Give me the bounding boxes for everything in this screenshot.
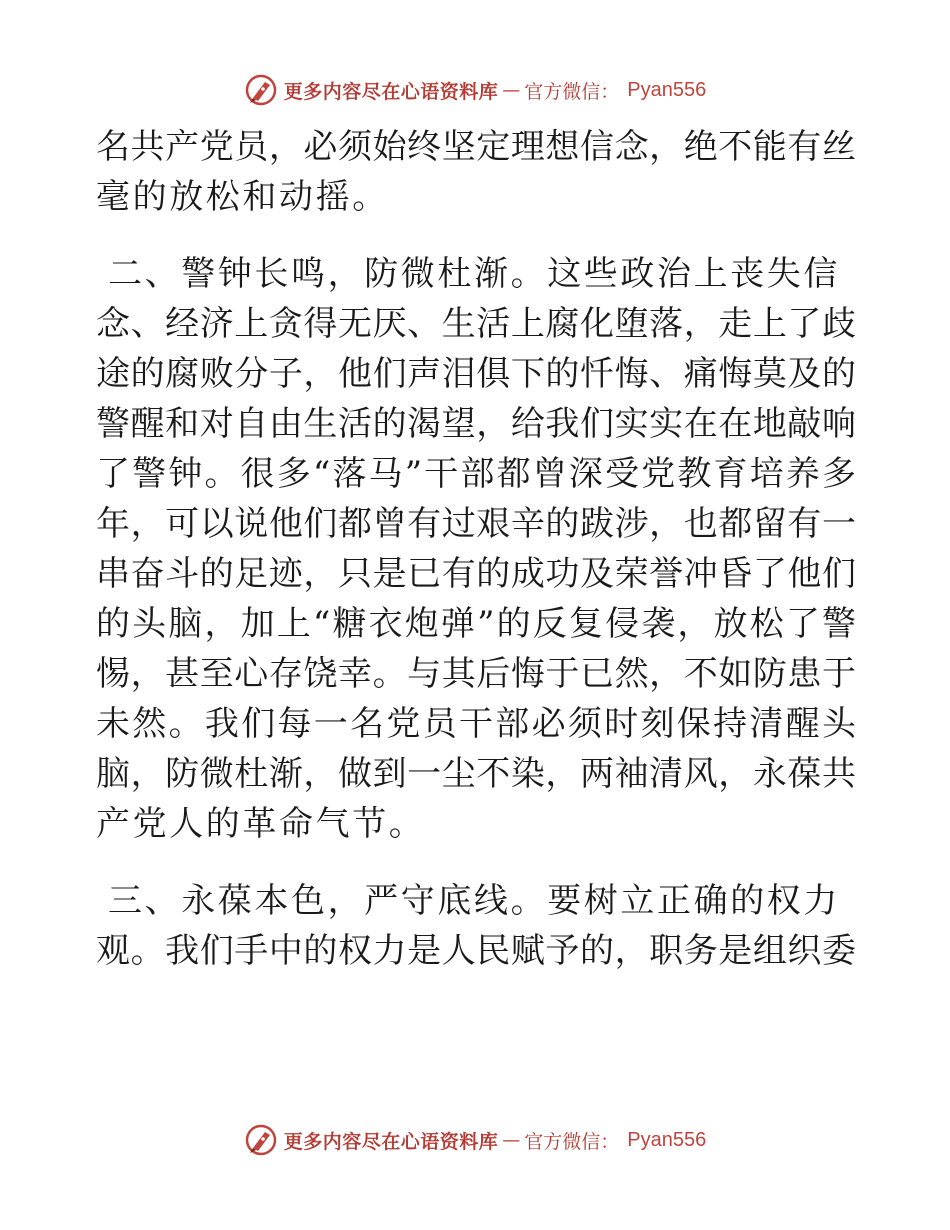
text-line: 观。我们手中的权力是人民赋予的，职务是组织委: [96, 931, 856, 971]
text-line: 途的腐败分子，他们声泪俱下的忏悔、痛悔莫及的: [96, 354, 856, 394]
text-line: 念、经济上贪得无厌、生活上腐化堕落，走上了歧: [96, 304, 856, 344]
text-line: 了警钟。很多“落马”干部都曾深受党教育培养多: [96, 454, 856, 494]
text-line: 脑，防微杜渐，做到一尘不染，两袖清风，永葆共: [96, 754, 856, 794]
paragraph-3: [96, 876, 856, 976]
text-line: 毫的放松和动摇。: [96, 177, 389, 217]
document-body: [96, 122, 856, 976]
banner-contact-label: 官方微信：: [524, 1130, 620, 1153]
text-line: 警醒和对自由生活的渴望，给我们实实在在地敲响: [96, 404, 856, 444]
section-heading-line: 三、永葆本色，严守底线。要树立正确的权力: [108, 881, 840, 921]
footer-banner: [0, 1120, 950, 1160]
pen-nib-logo-icon: [244, 73, 278, 107]
paragraph-2: [96, 249, 856, 849]
banner-wechat-handle: Pyan556: [627, 1128, 707, 1151]
text-line: 名共产党员，必须始终坚定理想信念，绝不能有丝: [96, 127, 856, 167]
banner-separator: —: [502, 1129, 521, 1151]
text-line: 未然。我们每一名党员干部必须时刻保持清醒头: [96, 704, 856, 744]
text-line: 年，可以说他们都曾有过艰辛的跋涉，也都留有一: [96, 504, 856, 544]
section-heading-line: 二、警钟长鸣，防微杜渐。这些政治上丧失信: [108, 254, 840, 294]
banner-contact-label: 官方微信：: [524, 80, 620, 103]
text-line: 串奋斗的足迹，只是已有的成功及荣誉冲昏了他们: [96, 554, 856, 594]
header-banner: [0, 70, 950, 110]
text-line: 的头脑，加上“糖衣炮弹”的反复侵袭，放松了警: [96, 604, 856, 644]
banner-wechat-handle: Pyan556: [627, 78, 707, 101]
banner-separator: —: [502, 79, 521, 101]
banner-brand: 更多内容尽在心语资料库: [283, 80, 499, 103]
text-line: 惕，甚至心存饶幸。与其后悔于已然，不如防患于: [96, 654, 856, 694]
pen-nib-logo-icon: [244, 1123, 278, 1157]
text-line: 产党人的革命气节。: [96, 804, 426, 844]
paragraph-1: [96, 122, 856, 222]
banner-brand: 更多内容尽在心语资料库: [283, 1130, 499, 1153]
